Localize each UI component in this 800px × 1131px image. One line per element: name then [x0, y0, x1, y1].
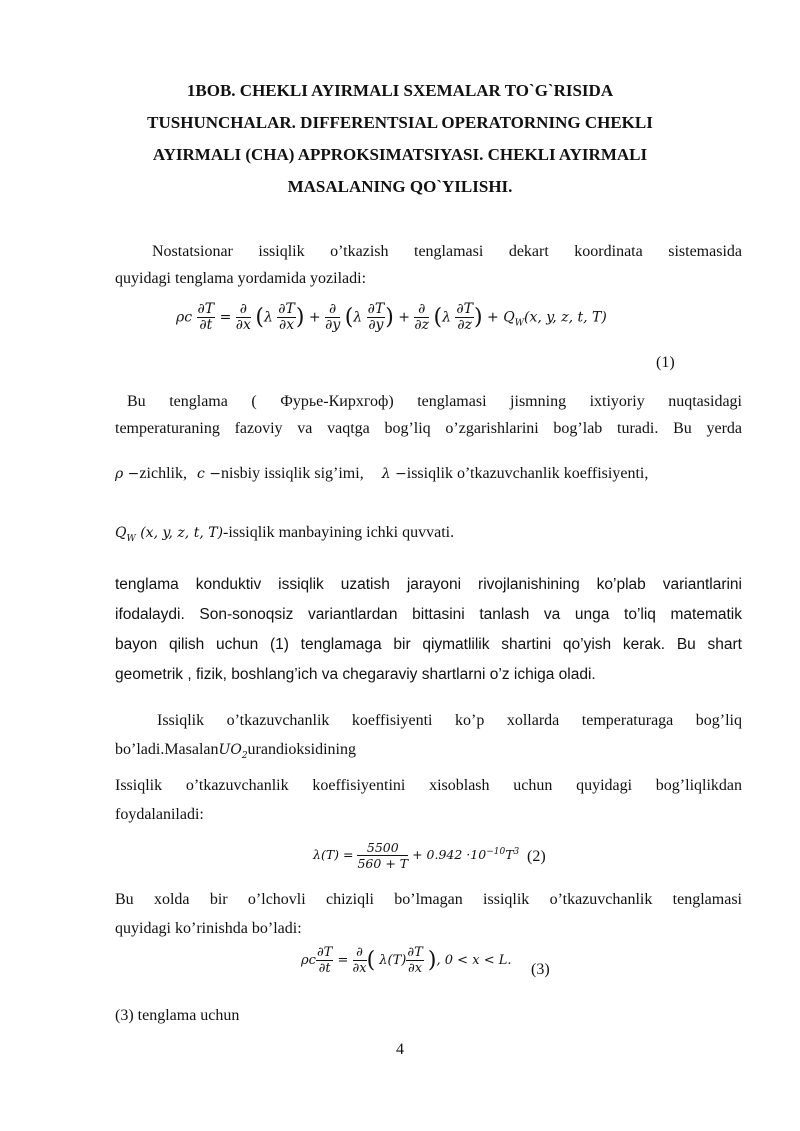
title-line: 1BOB. CHEKLI AYIRMALI SXEMALAR TO`G`RISIDA	[186, 81, 614, 100]
title-line: AYIRMALI (CHA) APPROKSIMATSIYASI. CHEKLI AYIRMALI	[152, 145, 648, 164]
explain-line: temperaturaning fazoviy va vaqtga bog’liq o’zgarishlarini bog’lab turadi. Bu yerda	[115, 420, 742, 437]
source-definition: $Q_W$ (x, y, z, t, T)-issiqlik manbayining ichki quvvati.	[115, 524, 455, 544]
sans-line: geometrik , fizik, boshlang’ich va chegaraviy shartlarni o’z ichiga oladi.	[115, 666, 596, 683]
sans-line: ifodalaydi. Son-sonoqsiz variantlardan bittasini tanlash va unga to’liq matematik	[115, 606, 742, 623]
lambda-definition: issiqlik o’tkazuvchanlik koeffisiyenti,	[406, 465, 649, 482]
intro-line: quyidagi tenglama yordamida yoziladi:	[115, 270, 367, 287]
intro-line: Nostatsionar issiqlik o’tkazish tenglamasi dekart koordinata sistemasida	[152, 243, 742, 260]
para3-line: bo’ladi.Masalan	[115, 741, 219, 758]
sans-line: tenglama konduktiv issiqlik uzatish jarayoni rivojlanishining ko’plab variantlarini	[115, 576, 742, 593]
nonlinear-paragraph	[115, 885, 742, 943]
para3-line: urandioksidining	[247, 741, 356, 758]
para3-line: Issiqlik o’tkazuvchanlik koeffisiyenti ko’p xollarda temperaturaga bog’liq	[157, 712, 742, 729]
para4-line: Bu xolda bir o’lchovli chiziqli bo’lmagan issiqlik o’tkazuvchanlik tenglamasi	[115, 891, 742, 908]
closing-line: (3) tenglama uchun	[115, 1007, 240, 1024]
explain-line: Bu tenglama ( Фурье-Кирхгоф) tenglamasi jismning ixtiyoriy nuqtasidagi	[127, 393, 742, 410]
para4-line: quyidagi ko’rinishda bo’ladi:	[115, 920, 302, 937]
conductive-paragraph	[115, 570, 742, 690]
equation-2-number: (2)	[527, 848, 546, 865]
intro-paragraph	[115, 238, 742, 292]
symbol-definitions: ρ −zichlik, c −nisbiy issiqlik sig’imi, λ −issiqlik o’tkazuvchanlik koeffisiyenti,	[115, 465, 649, 482]
title-line: MASALANING QO`YILISHI.	[287, 177, 513, 196]
conductivity-paragraph: Issiqlik o’tkazuvchanlik koeffisiyenti ko’p xollarda temperaturaga bog’liq bo’ladi.MasalanUO$_2$urandioksidining Issiqlik o’tkazuvchanlik koeffisiyentini xisoblash uchun quyidagi bog’liqlikdan foydalaniladi:	[115, 706, 742, 829]
page-number: 4	[396, 1041, 404, 1058]
title-line: TUSHUNCHALAR. DIFFERENTSIAL OPERATORNING CHEKLI	[147, 113, 653, 132]
equation-1-number: (1)	[656, 354, 675, 371]
equation-3: ρc $\frac{\partial T}{\partial t}$ = $\frac{\partial}{\partial x}$ ( λ(T) $\frac{\partial T}{\partial x}$ ), 0 < x < L.	[301, 945, 512, 976]
equation-3-number: (3)	[531, 961, 550, 978]
source-definition-text: -issiqlik manbayining ichki quvvati.	[223, 524, 455, 541]
para3-line: foydalaniladi:	[115, 805, 204, 823]
equation-1: ρc $\frac{\partial T}{\partial t}$ = $\frac{\partial}{\partial x}$ (λ $\frac{\partial T}{\partial x}$ ) + $\frac{\partial}{\partial y}$ (λ $\frac{\partial T}{\partial y}$ ) + $\frac{\partial}{\partial z}$ (λ $\frac{\partial T}{\partial z}$ ) + $Q_W(x$, y, z, t, T)	[176, 301, 607, 333]
sans-line: bayon qilish uchun (1) tenglamaga bir qiymatlilik shartini qo’yish kerak. Bu shart	[115, 636, 742, 653]
equation-2: λ(T) = $\frac{5500}{560 + T}$ + $0.942 \cdot 10^{-10}T^3$	[313, 840, 520, 871]
chapter-title	[115, 75, 685, 203]
rho-definition: zichlik,	[139, 465, 187, 482]
explanation-paragraph	[115, 388, 742, 442]
para3-line: Issiqlik o’tkazuvchanlik koeffisiyentini xisoblash uchun quyidagi bog’liqlikdan	[115, 776, 742, 794]
c-definition: nisbiy issiqlik sig’imi,	[221, 465, 364, 482]
